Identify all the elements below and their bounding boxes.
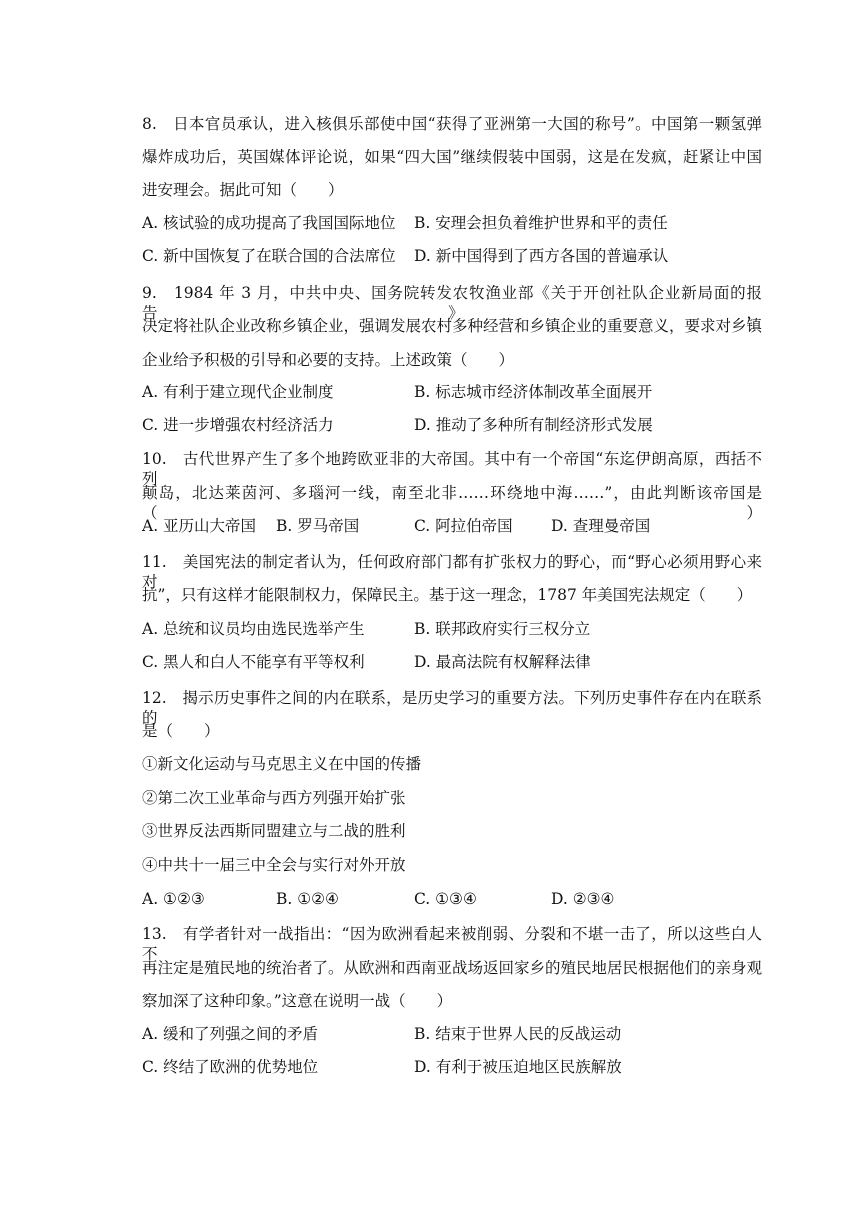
question-stem-line: 8. 日本官员承认，进入核俱乐部使中国“获得了亚洲第一大国的称号”。中国第一颗氢弹 [142,115,762,133]
question-stem-line: 爆炸成功后，英国媒体评论说，如果“四大国”继续假装中国弱，这是在发疯，赶紧让中国 [142,148,762,166]
option-d[interactable]: D. ②③④ [551,890,615,908]
question-stem-line: 决定将社队企业改称乡镇企业，强调发展农村多种经营和乡镇企业的重要意义，要求对乡镇 [142,317,763,335]
question-stem-line: 12. 揭示历史事件之间的内在联系，是历史学习的重要方法。下列历史事件存在内在联系的 [142,689,762,727]
option-a[interactable]: A. ①②③ [142,890,205,908]
option-c[interactable]: C. ①③④ [414,890,477,908]
option-d[interactable]: D. 最高法院有权解释法律 [414,653,591,671]
option-a[interactable]: A. 有利于建立现代企业制度 [142,383,334,401]
option-d[interactable]: D. 新中国得到了西方各国的普遍承认 [414,247,669,265]
option-d[interactable]: D. 查理曼帝国 [551,517,651,535]
question-stem-line: 9. 1984 年 3 月，中共中央、国务院转发农牧渔业部《关于开创社队企业新局面的报告》， [142,284,762,322]
option-a[interactable]: A. 总统和议员均由选民选举产生 [142,620,365,638]
question-stem-line: 企业给予积极的引导和必要的支持。上述政策（ ） [142,351,515,369]
option-c[interactable]: C. 新中国恢复了在联合国的合法席位 [142,247,396,265]
question-stem-line: 11. 美国宪法的制定者认为，任何政府部门都有扩张权力的野心，而“野心必须用野心来对 [142,553,762,591]
question-stem-line: 察加深了这种印象。”这意在说明一战（ ） [142,992,453,1010]
statement-2: ②第二次工业革命与西方列强开始扩张 [142,789,406,807]
statement-3: ③世界反法西斯同盟建立与二战的胜利 [142,822,406,840]
option-b[interactable]: B. ①②④ [276,890,339,908]
option-b[interactable]: B. 联邦政府实行三权分立 [414,620,591,638]
option-a[interactable]: A. 亚历山大帝国 [142,517,257,535]
option-a[interactable]: A. 缓和了列强之间的矛盾 [142,1025,319,1043]
question-stem-line: 10. 古代世界产生了多个地跨欧亚非的大帝国。其中有一个帝国“东迄伊朗高原，西括不列 [142,450,762,488]
option-c[interactable]: C. 终结了欧洲的优势地位 [142,1058,319,1076]
option-c[interactable]: C. 进一步增强农村经济活力 [142,416,334,434]
option-c[interactable]: C. 阿拉伯帝国 [414,517,513,535]
question-stem-line: 颠岛，北达莱茵河、多瑙河一线，南至北非……环绕地中海……”，由此判断该帝国是（ ） [142,484,762,522]
option-b[interactable]: B. 结束于世界人民的反战运动 [414,1025,622,1043]
option-d[interactable]: D. 有利于被压迫地区民族解放 [414,1058,622,1076]
option-a[interactable]: A. 核试验的成功提高了我国国际地位 [142,214,396,232]
option-d[interactable]: D. 推动了多种所有制经济形式发展 [414,416,653,434]
option-b[interactable]: B. 安理会担负着维护世界和平的责任 [414,214,668,232]
statement-4: ④中共十一届三中全会与实行对外开放 [142,856,406,874]
option-b[interactable]: B. 标志城市经济体制改革全面展开 [414,383,653,401]
question-stem-line: 13. 有学者针对一战指出：“因为欧洲看起来被削弱、分裂和不堪一击了，所以这些白人不 [142,925,762,963]
question-stem-line: 是（ ） [142,722,220,740]
option-c[interactable]: C. 黑人和白人不能享有平等权利 [142,653,365,671]
question-stem-line: 再注定是殖民地的统治者了。从欧洲和西南亚战场返回家乡的殖民地居民根据他们的亲身观 [142,959,763,977]
question-stem-line: 进安理会。据此可知（ ） [142,181,344,199]
option-b[interactable]: B. 罗马帝国 [276,517,360,535]
statement-1: ①新文化运动与马克思主义在中国的传播 [142,755,422,773]
question-stem-line: 抗”，只有这样才能限制权力，保障民主。基于这一理念，1787 年美国宪法规定（ ） [142,586,753,604]
